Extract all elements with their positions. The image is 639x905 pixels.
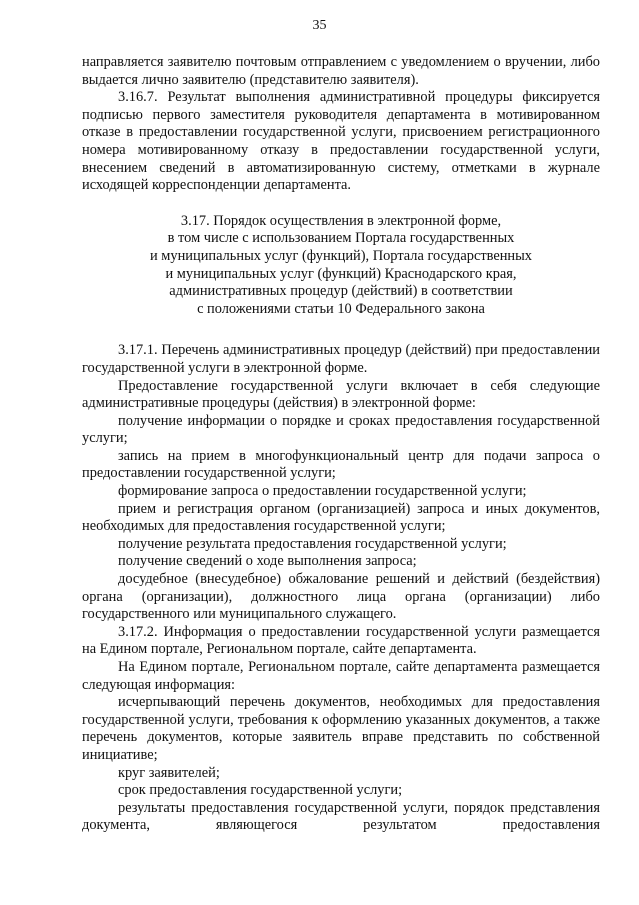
- list-item-request-form: формирование запроса о предоставлении государственной услуги;: [118, 483, 527, 500]
- paragraph-procedures-intro: Предоставление государственной услуги включает в себя следующие административные процедуры (действия) в электронной форме:: [82, 377, 600, 412]
- list-item-status: получение сведений о ходе выполнения запроса;: [118, 553, 417, 570]
- heading-line: административных процедур (действий) в соответствии: [169, 283, 513, 300]
- paragraph-delivery: направляется заявителю почтовым отправлением с уведомлением о вручении, либо выдается лично заявителю (представителю заявителя).: [82, 54, 600, 88]
- list-item-appointment: запись на прием в многофункциональный центр для подачи запроса о предоставлении государственной услуги;: [82, 447, 600, 482]
- heading-line: с положениями статьи 10 Федерального закона: [197, 300, 485, 317]
- heading-line: и муниципальных услуг (функций), Портала государственных: [150, 247, 532, 264]
- list-item-result: получение результата предоставления государственной услуги;: [118, 535, 507, 552]
- list-item-applicants: круг заявителей;: [118, 764, 220, 781]
- page-number: 35: [312, 18, 327, 33]
- list-item-term: срок предоставления государственной услуги;: [118, 782, 403, 799]
- list-item-info: получение информации о порядке и сроках предоставления государственной услуги;: [82, 412, 600, 447]
- heading-line: и муниципальных услуг (функций) Краснодарского края,: [165, 265, 517, 282]
- list-item-results: результаты предоставления государственной услуги, порядок представления документа, являющегося результатом предоставления: [82, 799, 600, 834]
- heading-line: в том числе с использованием Портала государственных: [167, 230, 515, 247]
- list-item-documents: исчерпывающий перечень документов, необходимых для предоставления государственной услуги, требования к оформлению указанных документов, а также перечень документов, которые заявитель вправе представить по собственной инициативе;: [82, 694, 600, 763]
- list-item-registration: прием и регистрация органом (организацией) запроса и иных документов, необходимых для предоставления государственной услуги;: [82, 500, 600, 535]
- paragraph-3-17-2: 3.17.2. Информация о предоставлении государственной услуги размещается на Едином портале, Региональном портале, сайте департамента.: [82, 623, 600, 658]
- heading-line: 3.17. Порядок осуществления в электронной форме,: [180, 212, 502, 229]
- paragraph-3-17-1: 3.17.1. Перечень административных процедур (действий) при предоставлении государственной услуги в электронной форме.: [82, 342, 600, 376]
- paragraph-portal-info: На Едином портале, Региональном портале, сайте департамента размещается следующая информация:: [82, 659, 600, 693]
- document-body: [82, 54, 600, 835]
- list-item-appeal: досудебное (внесудебное) обжалование решений и действий (бездействия) органа (организации), должностного лица органа (организации) либо государственного или муниципального служащего.: [82, 571, 600, 623]
- section-heading-3-17: [82, 213, 600, 319]
- paragraph-3-16-7: 3.16.7. Результат выполнения административной процедуры фиксируется подписью первого заместителя руководителя департамента в мотивированном отказе в предоставлении государственной услуги, присвоением регистрационного номера мотивированному отказу в предоставлении государственной услуги, внесением сведений в автоматизированную систему, отметками в журнале исходящей корреспонденции департамента.: [82, 89, 600, 194]
